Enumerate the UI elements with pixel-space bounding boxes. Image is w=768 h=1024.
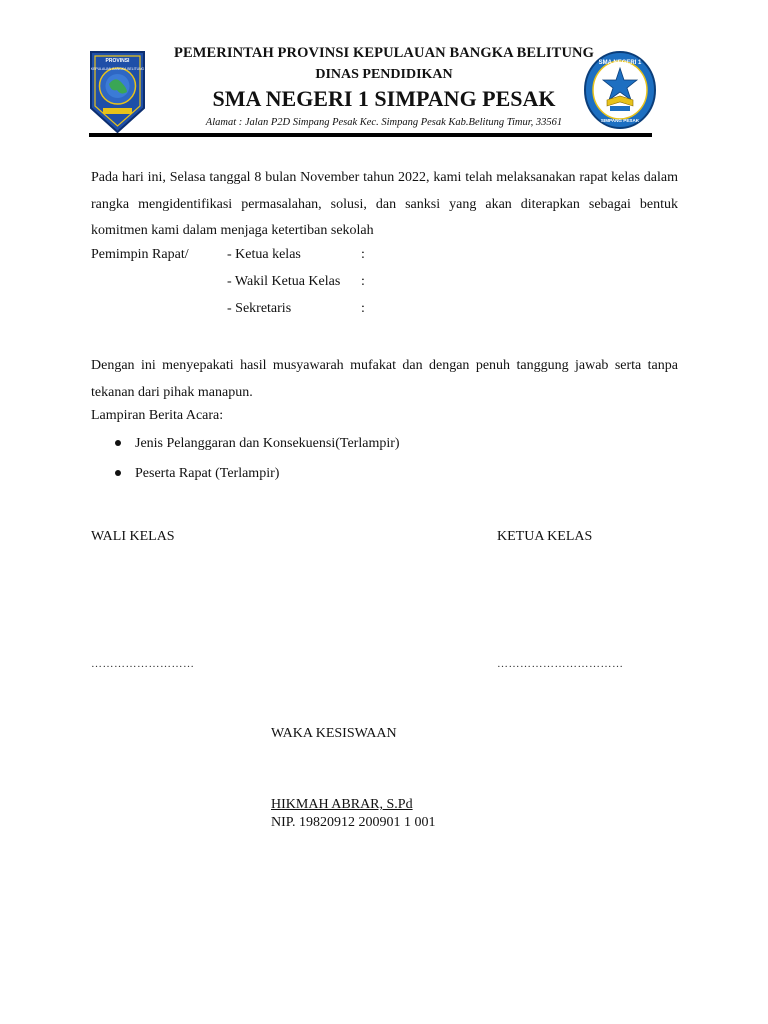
signature-line-homeroom: ……………………… bbox=[91, 658, 195, 670]
signature-title-class-leader: KETUA KELAS bbox=[497, 529, 593, 544]
school-logo-ring-text: SMA NEGERI 1 bbox=[598, 60, 642, 66]
school-logo-bottom-text: SIMPANG PESAK bbox=[600, 118, 640, 123]
province-logo-ring-text: KEPULAUAN BANGKA BELITUNG bbox=[90, 67, 145, 71]
signatory-nip: NIP. 19820912 200901 1 001 bbox=[271, 815, 436, 830]
province-logo-top-text: PROVINSI bbox=[105, 58, 130, 64]
header-divider bbox=[89, 133, 652, 137]
leaders-row-2 bbox=[91, 274, 391, 300]
leader-role: - Ketua kelas bbox=[227, 247, 301, 262]
leader-colon: : bbox=[361, 274, 365, 289]
header-department: DINAS PENDIDIKAN bbox=[315, 67, 453, 82]
attachment-item bbox=[115, 436, 400, 452]
intro-paragraph: Pada hari ini, Selasa tanggal 8 bulan November tahun 2022, kami telah melaksanakan rapat kelas dalam rangka mengidentifikasi permasalahan, solusi, dan sanksi yang akan diterapkan sebagai bentuk komitmen kami dalam menjaga ketertiban sekolah bbox=[91, 170, 678, 238]
attachment-item bbox=[115, 466, 279, 482]
signature-line-class-leader: …………………………… bbox=[497, 658, 624, 670]
agreement-paragraph: Dengan ini menyepakati hasil musyawarah mufakat dan dengan penuh tanggung jawab serta tanpa tekanan dari pihak manapun. bbox=[91, 358, 678, 400]
leader-role: - Sekretaris bbox=[227, 301, 292, 316]
attachments-label: Lampiran Berita Acara: bbox=[91, 408, 224, 423]
attachment-text: Peserta Rapat (Terlampir) bbox=[135, 466, 280, 481]
school-logo bbox=[583, 50, 657, 130]
header-address: Alamat : Jalan P2D Simpang Pesak Kec. Simpang Pesak Kab.Belitung Timur, 33561 bbox=[205, 117, 563, 128]
signatory-name: HIKMAH ABRAR, S.Pd bbox=[271, 797, 413, 812]
province-logo bbox=[89, 50, 146, 134]
header-school-name: SMA NEGERI 1 SIMPANG PESAK bbox=[212, 86, 556, 111]
bullet-icon bbox=[115, 470, 121, 476]
leaders-label: Pemimpin Rapat/ bbox=[91, 247, 189, 262]
header-government: PEMERINTAH PROVINSI KEPULAUAN BANGKA BELITUNG bbox=[174, 45, 594, 61]
leader-colon: : bbox=[361, 301, 365, 316]
attachment-text: Jenis Pelanggaran dan Konsekuensi(Terlampir) bbox=[135, 436, 400, 451]
leader-colon: : bbox=[361, 247, 365, 262]
signature-title-homeroom: WALI KELAS bbox=[91, 529, 175, 544]
leaders-row-1 bbox=[91, 247, 391, 273]
leader-role: - Wakil Ketua Kelas bbox=[227, 274, 341, 289]
leaders-row-3 bbox=[91, 301, 391, 327]
bullet-icon bbox=[115, 440, 121, 446]
signature-title-vice-principal: WAKA KESISWAAN bbox=[271, 726, 397, 741]
